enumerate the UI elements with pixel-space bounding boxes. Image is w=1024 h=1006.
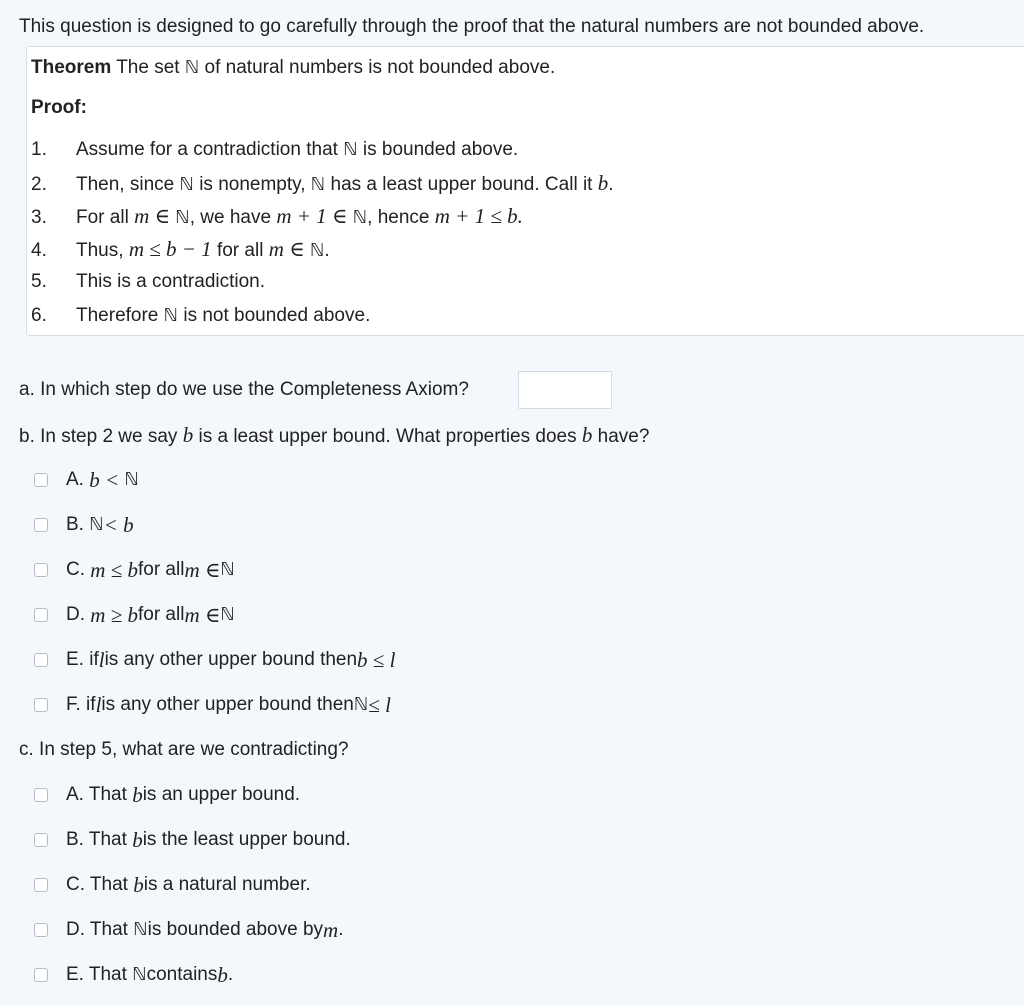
theorem-text-before: The set [116, 57, 180, 78]
step-text: . [324, 240, 330, 261]
step-text: Assume for a contradiction that [76, 139, 344, 160]
step-text: . [517, 204, 523, 228]
option-c-b[interactable] [34, 827, 351, 853]
proof-step-1 [31, 137, 518, 163]
math-expression: m ≤ b − 1 [128, 237, 212, 261]
math-b: b [597, 171, 609, 195]
completeness-step-input[interactable] [518, 371, 612, 409]
step-number: 6. [31, 305, 47, 326]
step-number: 5. [31, 271, 47, 292]
math-expression: m ≥ b [90, 603, 138, 627]
option-text: A. That [66, 784, 127, 805]
naturals-symbol: ℕ [220, 559, 235, 580]
step-text: , we have [189, 207, 277, 228]
checkbox[interactable] [34, 518, 48, 532]
checkbox[interactable] [34, 563, 48, 577]
naturals-symbol: ℕ [163, 305, 179, 326]
math-expression: b < [89, 468, 120, 492]
step-text: Therefore [76, 305, 164, 326]
option-label: E. if [66, 649, 99, 670]
option-b-b[interactable] [34, 512, 134, 538]
step-text: Then, since [76, 174, 180, 195]
theorem-label: Theorem [31, 57, 112, 78]
proof-step-2 [31, 170, 614, 196]
naturals-symbol: ℕ [310, 174, 326, 195]
option-text: is any other upper bound then [104, 649, 358, 670]
math-b: b [217, 963, 228, 987]
option-text: contains [146, 964, 218, 985]
option-label: C. [66, 559, 85, 580]
step-text: , hence [367, 207, 435, 228]
step-number: 1. [31, 139, 47, 160]
step-number: 3. [31, 207, 47, 228]
question-text: b. In step 2 we say [19, 426, 183, 447]
naturals-symbol: ℕ [133, 919, 148, 940]
naturals-symbol: ℕ [352, 207, 368, 228]
theorem-text-after: of natural numbers is not bounded above. [204, 57, 556, 78]
step-text: is not bounded above. [178, 305, 371, 326]
checkbox[interactable] [34, 968, 48, 982]
checkbox[interactable] [34, 473, 48, 487]
step-number: 4. [31, 240, 47, 261]
math-expression: m + 1 ≤ b [434, 204, 518, 228]
option-label: D. [66, 604, 85, 625]
proof-step-4 [31, 236, 330, 262]
math-b: b [132, 783, 143, 807]
checkbox[interactable] [34, 788, 48, 802]
checkbox[interactable] [34, 923, 48, 937]
checkbox[interactable] [34, 878, 48, 892]
step-text: has a least upper bound. Call it [325, 174, 598, 195]
question-c: c. In step 5, what are we contradicting? [19, 739, 349, 760]
option-text: is the least upper bound. [142, 829, 351, 850]
naturals-symbol: ℕ [353, 694, 369, 715]
step-text: . [608, 174, 614, 195]
option-text: is bounded above by [147, 919, 324, 940]
option-c-a[interactable] [34, 782, 300, 808]
step-text: This is a contradiction. [76, 271, 266, 292]
math-b: b [182, 423, 194, 447]
proof-label: Proof: [31, 97, 87, 118]
option-b-a[interactable] [34, 467, 139, 493]
math-expression: ≤ l [368, 693, 391, 717]
checkbox[interactable] [34, 833, 48, 847]
option-b-d[interactable] [34, 602, 235, 628]
option-text: is a natural number. [143, 874, 311, 895]
naturals-symbol: ℕ [343, 139, 358, 160]
option-label: F. if [66, 694, 96, 715]
option-c-c[interactable] [34, 872, 311, 898]
proof-step-5 [31, 269, 265, 295]
math-b: b [581, 423, 593, 447]
math-expression: m ∈ [134, 204, 176, 228]
question-a: a. In which step do we use the Completeness Axiom? [19, 379, 469, 400]
math-expression: m ∈ [184, 558, 221, 582]
option-text: B. That [66, 829, 127, 850]
math-expression: m + 1 ∈ [276, 204, 353, 228]
step-number: 2. [31, 174, 47, 195]
math-expression: m ∈ [184, 603, 221, 627]
checkbox[interactable] [34, 698, 48, 712]
math-l: l [95, 693, 102, 717]
option-b-c[interactable] [34, 557, 235, 583]
option-text: is any other upper bound then [101, 694, 354, 715]
checkbox[interactable] [34, 653, 48, 667]
theorem-statement [31, 55, 555, 81]
math-expression: b ≤ l [357, 648, 396, 672]
naturals-symbol: ℕ [132, 964, 147, 985]
option-label: B. [66, 514, 84, 535]
naturals-symbol: ℕ [220, 604, 235, 625]
option-text: . [338, 919, 344, 940]
question-text: is a least upper bound. What properties does [193, 426, 582, 447]
proof-step-3 [31, 203, 523, 229]
naturals-symbol: ℕ [184, 57, 200, 78]
math-b: b [133, 873, 144, 897]
option-text: D. That [66, 919, 128, 940]
option-text: . [227, 964, 234, 985]
math-m: m [323, 918, 339, 942]
proof-step-6 [31, 303, 370, 329]
naturals-symbol: ℕ [89, 514, 104, 535]
question-intro: This question is designed to go carefully through the proof that the natural numbers are not bounded above. [19, 16, 925, 37]
step-text: Thus, [76, 240, 129, 261]
option-text: E. That [66, 964, 127, 985]
question-text: have? [592, 426, 650, 447]
option-c-d[interactable] [34, 917, 344, 943]
option-b-f[interactable] [34, 692, 391, 718]
option-text: C. That [66, 874, 128, 895]
option-c-e[interactable] [34, 962, 233, 988]
option-text: is an upper bound. [142, 784, 301, 805]
naturals-symbol: ℕ [175, 207, 190, 228]
math-expression: m ≤ b [90, 558, 138, 582]
naturals-symbol: ℕ [179, 174, 194, 195]
step-text: For all [76, 207, 135, 228]
theorem-proof-box [26, 46, 1024, 336]
option-label: A. [66, 469, 84, 490]
question-b [19, 422, 649, 450]
step-text: is nonempty, [193, 174, 311, 195]
checkbox[interactable] [34, 608, 48, 622]
math-expression: m ∈ [268, 237, 310, 261]
math-b: b [132, 828, 143, 852]
option-b-e[interactable] [34, 647, 395, 673]
math-expression: < b [103, 513, 134, 537]
step-text: is bounded above. [357, 139, 519, 160]
option-text: for all [137, 559, 185, 580]
option-text: for all [137, 604, 185, 625]
naturals-symbol: ℕ [309, 240, 325, 261]
math-l: l [98, 648, 105, 672]
step-text: for all [211, 240, 269, 261]
naturals-symbol: ℕ [124, 469, 139, 490]
